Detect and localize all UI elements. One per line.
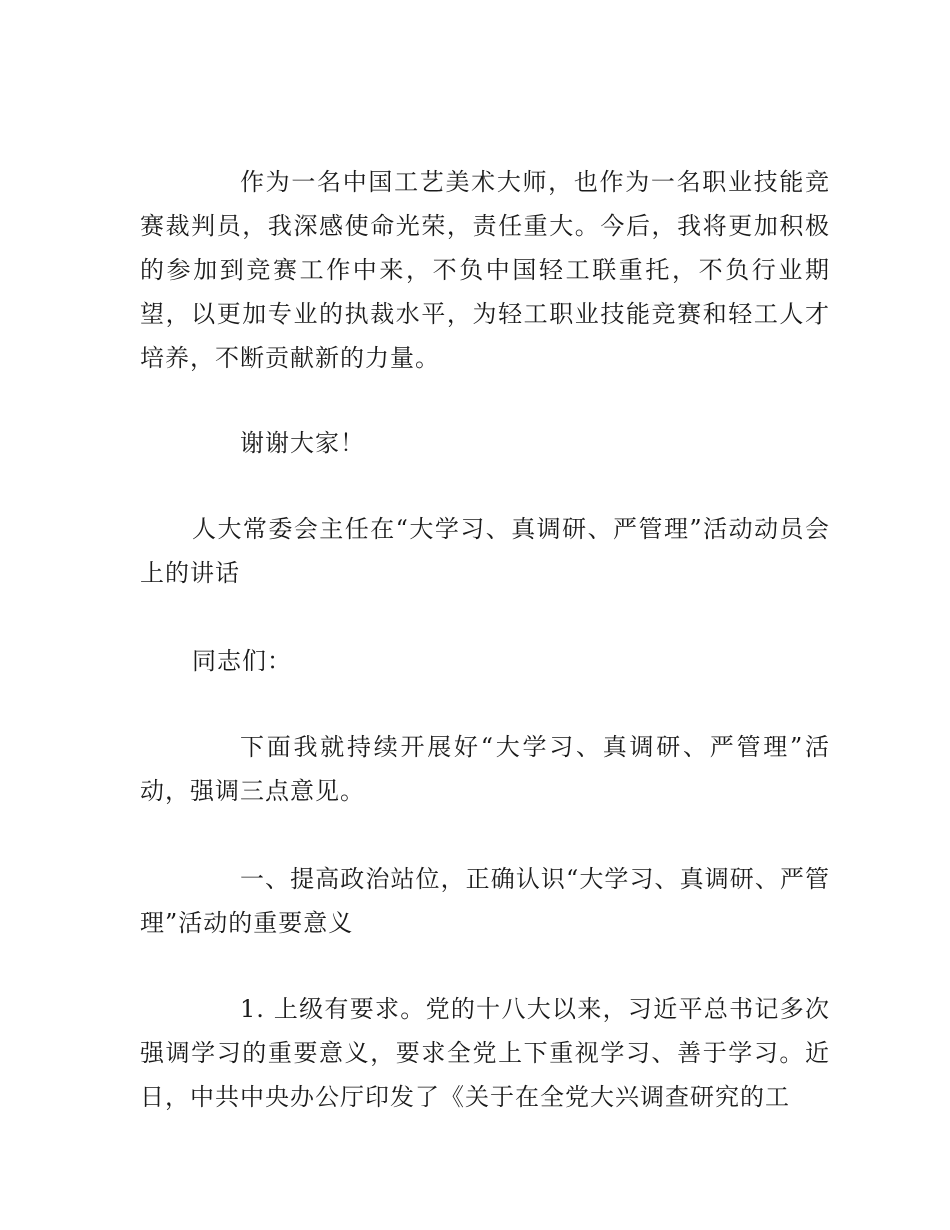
point-1-paragraph: 1. 上级有要求。党的十八大以来，习近平总书记多次强调学习的重要意义，要求全党上下重视学习、善于学习。近日，中共中央办公厅印发了《关于在全党大兴调查研究的工 <box>140 995 830 1111</box>
section-heading-1: 一、提高政治站位，正确认识“大学习、真调研、严管理”活动的重要意义 <box>140 865 830 937</box>
salutation: 同志们： <box>192 647 292 675</box>
intro-paragraph: 下面我就持续开展好“大学习、真调研、严管理”活动，强调三点意见。 <box>140 733 830 805</box>
thanks-line: 谢谢大家！ <box>240 429 365 457</box>
closing-paragraph: 作为一名中国工艺美术大师，也作为一名职业技能竞赛裁判员，我深感使命光荣，责任重大。今后，我将更加积极的参加到竞赛工作中来，不负中国轻工联重托，不负行业期望，以更加专业的执裁水平，为轻工职业技能竞赛和轻工人才培养，不断贡献新的力量。 <box>140 168 830 372</box>
speech-title: 人大常委会主任在“大学习、真调研、严管理”活动动员会上的讲话 <box>140 515 830 587</box>
